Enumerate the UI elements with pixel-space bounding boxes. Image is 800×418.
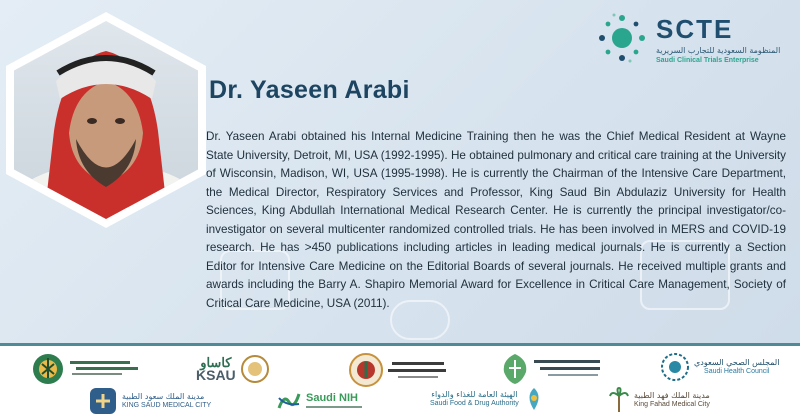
- partner-logo-kfmc: [608, 386, 710, 414]
- partner-logo-saudi-nih: [276, 388, 362, 414]
- ksau-seal-icon: [240, 354, 270, 384]
- partner-logo-hospital: [500, 352, 604, 386]
- speaker-bio: Dr. Yaseen Arabi obtained his Internal Medicine Training then he was the Chief Medical Resident at Wayne State University, Detroit, MI, USA (1992-1995). He obtained pulmonary and critical care training at the University of Wisconsin, Madison, WI, USA (1995-1998). He is currently the Chairman of the Intensive Care Department, the Medical Director, Respiratory Services and Professor, King Saud Bin Abdulaziz University for Health Sciences, King Abdullah International Medical Research Center. He is currently the principal investigator/co-investigator on several multicenter randomized controlled trials. He has been involved in MERS and COVID-19 research. He has >450 publications including articles in leading medical journals. He is currently a Section Editor for Intensive Care Medicine on the Editorial Boards of several journals. He received multiple grants and awards including the Barry A. Shapiro Memorial Award for Excellence in Critical Care Management, Society of Critical Care Medicine, USA (2011).: [206, 130, 786, 310]
- nih-emblem-icon: [276, 388, 302, 414]
- partner-logo-text-image: [70, 358, 140, 380]
- shc-emblem-icon: [660, 352, 690, 382]
- sfda-emblem-icon: [523, 386, 545, 412]
- partner-logo-military: [348, 352, 448, 388]
- partner-logo-shc: [660, 352, 779, 382]
- shc-name: Saudi Health Council: [704, 368, 770, 375]
- hospital-emblem-icon: [500, 352, 530, 386]
- scte-title: SCTE: [656, 14, 734, 44]
- kfmc-name: King Fahad Medical City: [634, 401, 710, 408]
- partner-logo-text-image: [534, 356, 604, 382]
- ksmc-arabic-name: مدينة الملك سعود الطبية: [122, 392, 205, 401]
- partner-logos-strip: [0, 343, 800, 418]
- sfda-arabic-name: الهيئة العامة للغذاء والدواء: [431, 390, 518, 399]
- kfmc-palm-icon: [608, 386, 630, 414]
- sfda-name: Saudi Food & Drug Authority: [430, 400, 519, 407]
- scte-arabic-name: المنظومة السعودية للتجارب السريرية: [656, 46, 781, 55]
- speaker-name: Dr. Yaseen Arabi: [209, 76, 410, 104]
- ksmc-emblem-icon: [88, 386, 118, 416]
- kfmc-arabic-name: مدينة الملك فهد الطبية: [634, 391, 710, 400]
- partner-logo-text-image: [388, 358, 448, 382]
- partner-logo-text-image: [306, 404, 362, 410]
- scte-wordmark: [656, 16, 780, 65]
- palm-swords-icon: [30, 352, 66, 386]
- scte-emblem-icon: [596, 12, 648, 64]
- partner-logo-ksau: [196, 354, 270, 384]
- ksau-name: KSAU: [196, 367, 236, 383]
- ksmc-name: KING SAUD MEDICAL CITY: [122, 402, 212, 409]
- ksau-arabic-name: كاساو: [200, 355, 232, 370]
- partner-logo-sfda: [430, 386, 545, 412]
- military-emblem-icon: [348, 352, 384, 388]
- nih-name: Saudi NIH: [306, 392, 358, 404]
- partner-logo-moh: [30, 352, 140, 386]
- shc-arabic-name: المجلس الصحي السعودي: [694, 358, 780, 367]
- scte-logo: [596, 10, 792, 68]
- scte-english-name: Saudi Clinical Trials Enterprise: [656, 57, 759, 64]
- partner-logo-ksmc: [88, 386, 211, 416]
